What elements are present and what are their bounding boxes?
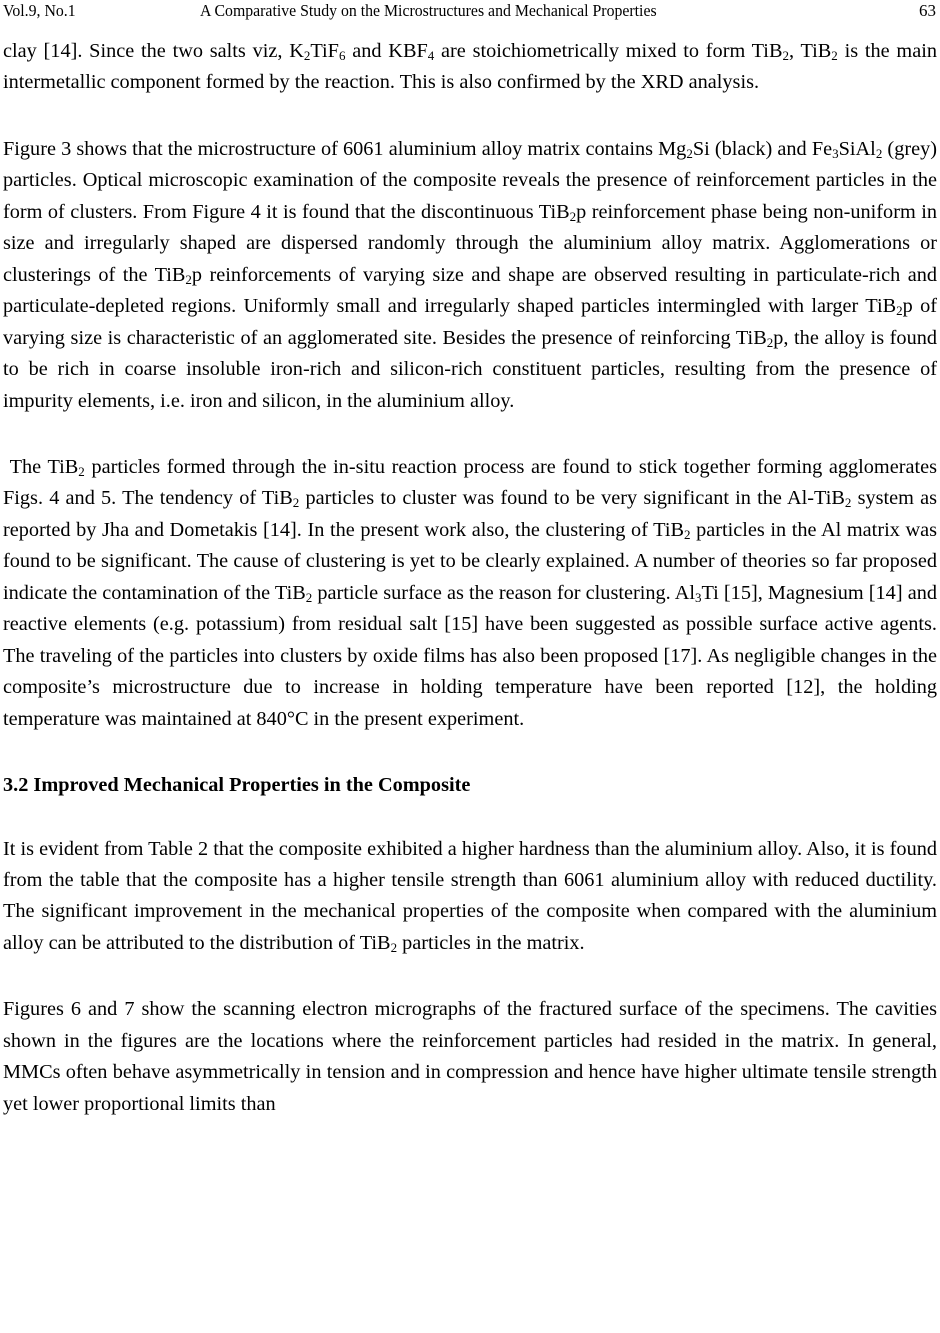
- text-run: are stoichiometrically mixed to form TiB: [434, 40, 783, 62]
- text-run: p reinforcement phase being non-uniform in size and irregularly shaped are dispersed randomly through the aluminium alloy matrix. Agglomerations or clusterings of the TiB: [3, 200, 937, 286]
- page-number: 63: [919, 1, 936, 20]
- text-run: particles formed through the in-situ reaction process are found to stick together forming agglomerates Figs. 4 and 5. The tendency of TiB: [3, 455, 937, 510]
- text-run: Ti [15], Magnesium [14] and reactive elements (e.g. potassium) from residual salt [15] have been suggested as possible surface active agents. The traveling of the particles into clusters by oxide films has also been proposed [17]. As negligible changes in the composite’s microstructure due to increase in holding temperature have been reported [12], the holding temperature was maintained at 840°C in the present experiment.: [3, 581, 937, 730]
- paragraph: [3, 452, 937, 735]
- text-run: p of varying size is characteristic of an agglomerated site. Besides the presence of reinforcing TiB: [3, 295, 937, 349]
- paragraph: [3, 834, 937, 960]
- text-run: Figures 6 and 7 show the scanning electron micrographs of the fractured surface of the specimens. The cavities shown in the figures are the locations where the reinforcement particles had resided in the matrix. In general, MMCs often behave asymmetrically in tension and in compression and hence have higher ultimate tensile strength yet lower proportional limits than: [3, 998, 937, 1115]
- subscript: 6: [338, 48, 346, 63]
- text-run: system as reported by Jha and Dometakis [14]. In the present work also, the clustering of TiB: [3, 487, 937, 541]
- running-title: A Comparative Study on the Microstructures and Mechanical Properties: [200, 1, 657, 20]
- subscript: 2: [78, 463, 85, 479]
- text-run: is the main intermetallic component formed by the reaction. This is also confirmed by the XRD analysis.: [3, 40, 937, 94]
- subscript: 2: [831, 48, 838, 63]
- subscript: 2: [305, 589, 313, 605]
- subscript: 2: [390, 939, 398, 955]
- subscript: 4: [427, 48, 435, 63]
- paragraph: [3, 994, 937, 1120]
- text-run: , TiB: [788, 40, 832, 62]
- subscript: 2: [686, 145, 693, 161]
- subscript: 2: [569, 208, 577, 224]
- subscript: 2: [292, 495, 300, 511]
- subscript: 2: [875, 145, 883, 161]
- paragraph: [3, 134, 937, 417]
- text-run: p reinforcements of varying size and shape are observed resulting in particulate-rich and particulate-depleted regions. Uniformly small and irregularly shaped particles intermingled with larger TiB: [3, 263, 937, 318]
- running-header: [0, 0, 940, 24]
- text-run: (grey) particles. Optical microscopic examination of the composite reveals the presence of reinforcement particles in the form of clusters. From Figure 4 it is found that the discontinuous TiB: [3, 137, 937, 223]
- subscript: 2: [303, 48, 311, 63]
- subscript: 2: [684, 526, 691, 542]
- text-run: particles to cluster was found to be very significant in the Al-TiB: [299, 487, 845, 510]
- section-heading: [3, 770, 937, 801]
- paragraph: [3, 36, 937, 99]
- text-run: TiF: [310, 40, 339, 62]
- subscript: 3: [695, 589, 702, 605]
- text-run: Figure 3 shows that the microstructure of 6061 aluminium alloy matrix contains Mg: [3, 137, 687, 160]
- text-run: clay [14]. Since the two salts viz, K: [3, 40, 304, 62]
- text-run: and KBF: [345, 40, 428, 62]
- article-body: [3, 36, 937, 1155]
- subscript: 2: [896, 303, 903, 319]
- text-run: Si (black) and Fe: [692, 137, 833, 160]
- subscript: 2: [185, 271, 192, 287]
- text-run: SiAl: [838, 137, 876, 160]
- text-run: The TiB: [3, 455, 79, 478]
- text-run: particle surface as the reason for clustering. Al: [312, 581, 695, 604]
- text-run: particles in the Al matrix was found to be significant. The cause of clustering is yet to be clearly explained. A number of theories so far proposed indicate the contamination of the TiB: [3, 518, 937, 604]
- subscript: 2: [782, 48, 789, 63]
- subscript: 2: [844, 495, 852, 511]
- text-run: It is evident from Table 2 that the composite exhibited a higher hardness than the aluminium alloy. Also, it is found from the table that the composite has a higher tensile strength than 6061 aluminium alloy with reduced ductility. The significant improvement in the mechanical properties of the composite when compared with the aluminium alloy can be attributed to the distribution of TiB: [3, 837, 937, 954]
- subscript: 3: [832, 145, 839, 161]
- journal-volume: Vol.9, No.1: [3, 1, 76, 20]
- text-run: particles in the matrix.: [397, 931, 585, 954]
- text-run: 3.2 Improved Mechanical Properties in the Composite: [3, 774, 471, 797]
- subscript: 2: [766, 334, 774, 350]
- text-run: p, the alloy is found to be rich in coarse insoluble iron-rich and silicon-rich constituent particles, resulting from the presence of impurity elements, i.e. iron and silicon, in the aluminium alloy.: [3, 326, 937, 412]
